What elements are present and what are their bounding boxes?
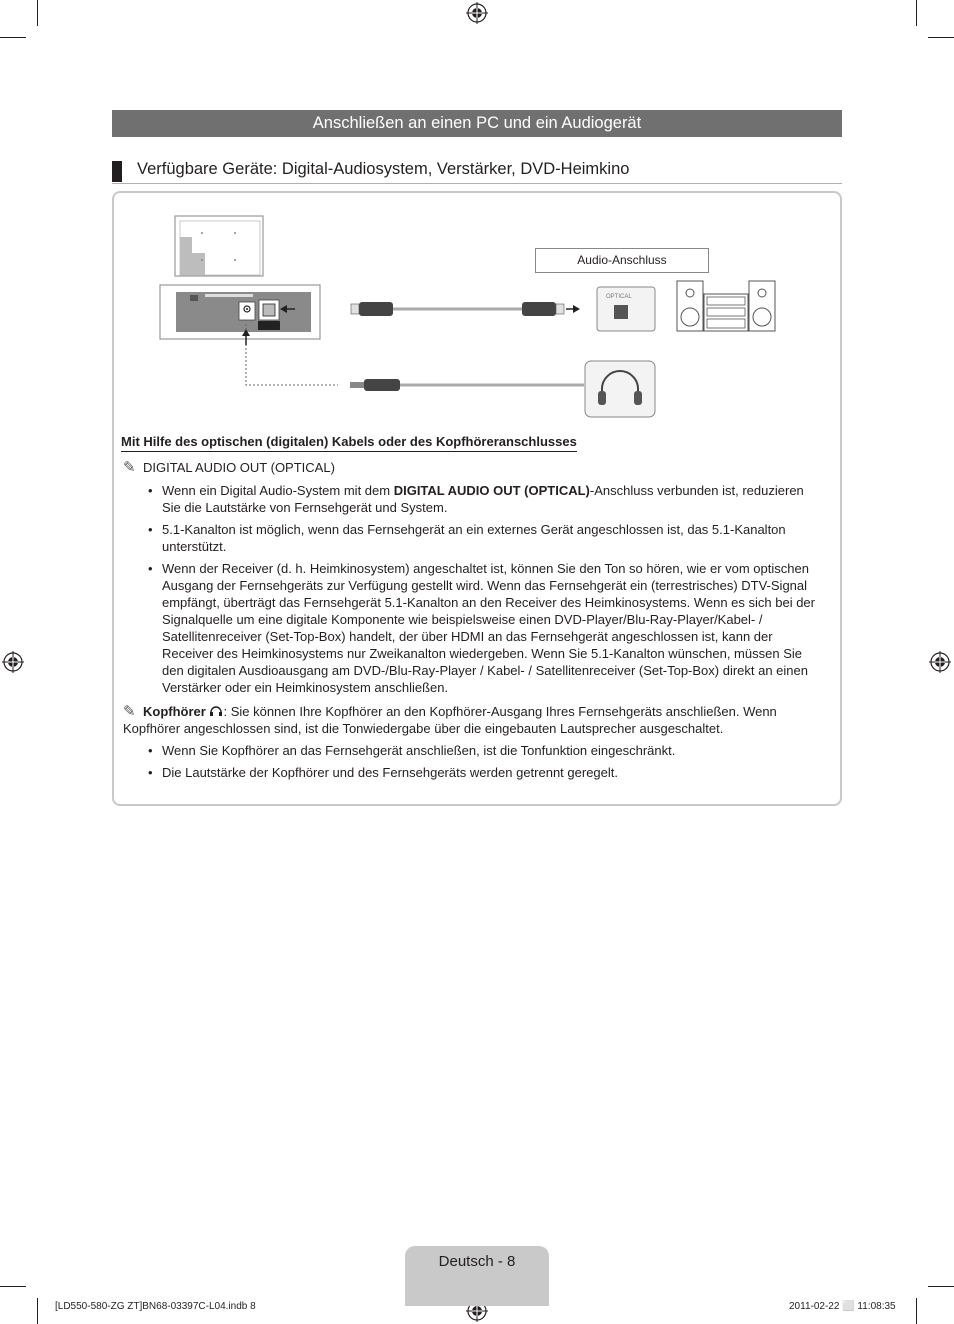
optical-cable xyxy=(351,302,564,316)
audio-system-icon xyxy=(677,281,775,331)
bullet-text: Die Lautstärke der Kopfhörer und des Fernsehgeräts werden getrennt geregelt. xyxy=(162,765,618,780)
page-number-tab: Deutsch - 8 xyxy=(405,1246,549,1306)
bullet-dot: • xyxy=(148,743,153,758)
list-item xyxy=(148,482,826,516)
footer-file-info: [LD550-580-ZG ZT]BN68-03397C-L04.indb 8 xyxy=(55,1301,256,1312)
registration-mark-icon xyxy=(2,651,24,673)
note-digital-audio-bullets xyxy=(148,482,826,701)
bullet-text: Wenn Sie Kopfhörer an das Fernsehgerät anschließen, ist die Tonfunktion eingeschränkt. xyxy=(162,743,676,758)
subheading-marker xyxy=(112,161,122,182)
note-title: Kopfhörer xyxy=(143,704,206,719)
note-digital-audio xyxy=(123,459,335,476)
connection-diagram xyxy=(150,205,790,425)
pencil-note-icon: ✎ xyxy=(123,703,136,720)
footer-timestamp: 2011-02-22 ⬜ 11:08:35 xyxy=(789,1301,896,1312)
list-item xyxy=(148,742,826,759)
registration-mark-icon xyxy=(929,651,951,673)
note-headphones-bullets xyxy=(148,742,826,786)
crop-mark xyxy=(928,1286,954,1287)
bullet-text: Wenn ein Digital Audio-System mit dem xyxy=(162,483,394,498)
diagram-caption: Mit Hilfe des optischen (digitalen) Kabels oder des Kopfhöreranschlusses xyxy=(121,434,577,452)
list-item xyxy=(148,560,826,696)
headphone-icon xyxy=(209,705,223,717)
crop-mark xyxy=(37,0,38,26)
headphone-icon xyxy=(585,361,655,417)
arrow-icon xyxy=(566,305,580,313)
headphone-cable xyxy=(350,379,584,391)
bullet-text: Wenn der Receiver (d. h. Heimkinosystem) angeschaltet ist, können Sie den Ton so hören, wie er vom optischen Ausgang der Fernsehgeräts zur Verfügung gestellt wird. Wenn das Fernsehgerät ein (terrestrisches) DTV-Signal empfängt, überträgt das Fernsehgerät 5.1-Kanalton an den Receiver des Heimkinosystems. Wenn es sich bei der Signalquelle um eine digitale Komponente wie beispielsweise einen DVD-Player/Blu-Ray-Player/Kabel- / Satellitenreceiver (Set-Top-Box) handelt, der über HDMI an das Fernsehgerät angeschlossen ist, kann der Receiver des Heimkinosystems nur Zweikanalton wiedergeben. Wenn Sie 5.1-Kanalton wünschen, müssen Sie den digitalen Ausdioausgang am DVD-/Blu-Ray-Player / Kabel- / Satellitenreceiver (Set-Top-Box) direkt an einen Verstärker oder ein Heimkinosystem anschließen. xyxy=(162,561,815,695)
note-headphones xyxy=(123,703,823,737)
crop-mark xyxy=(0,37,26,38)
optical-port xyxy=(614,305,628,319)
registration-mark-icon xyxy=(466,2,488,24)
note-text: : Sie können Ihre Kopfhörer an den Kopfhörer-Ausgang Ihres Fernsehgeräts anschließen. Wenn Kopfhörer angeschlossen sind, ist die Tonwiedergabe über die eingebauten Lautsprecher ausgeschaltet. xyxy=(123,704,777,736)
crop-mark xyxy=(37,1298,38,1324)
subheading xyxy=(112,159,842,184)
list-item xyxy=(148,521,826,555)
bullet-text: 5.1-Kanalton ist möglich, wenn das Fernsehgerät an ein externes Gerät angeschlossen ist, das 5.1-Kanalton unterstützt. xyxy=(162,522,786,554)
crop-mark xyxy=(928,37,954,38)
crop-mark xyxy=(0,1286,26,1287)
note-title: DIGITAL AUDIO OUT (OPTICAL) xyxy=(143,460,335,475)
audio-connection-label: Audio-Anschluss xyxy=(535,248,709,273)
bullet-bold-text: DIGITAL AUDIO OUT (OPTICAL) xyxy=(393,483,590,498)
bullet-dot: • xyxy=(148,522,153,537)
pencil-note-icon: ✎ xyxy=(123,459,136,476)
crop-mark xyxy=(916,0,917,26)
bullet-dot: • xyxy=(148,765,153,780)
tv-back-icon xyxy=(175,216,263,276)
list-item xyxy=(148,764,826,781)
section-header: Anschließen an einen PC und ein Audiogerät xyxy=(112,110,842,137)
optical-port-label: OPTICAL xyxy=(606,294,632,300)
bullet-dot: • xyxy=(148,483,153,498)
subheading-text: Verfügbare Geräte: Digital-Audiosystem, Verstärker, DVD-Heimkino xyxy=(137,160,630,178)
tv-connector-panel xyxy=(160,285,320,339)
crop-mark xyxy=(916,1298,917,1324)
bullet-text: -Anschluss verbunden ist, reduzieren Sie die Lautstärke von Fernsehgerät und System. xyxy=(162,483,804,515)
bullet-dot: • xyxy=(148,561,153,576)
